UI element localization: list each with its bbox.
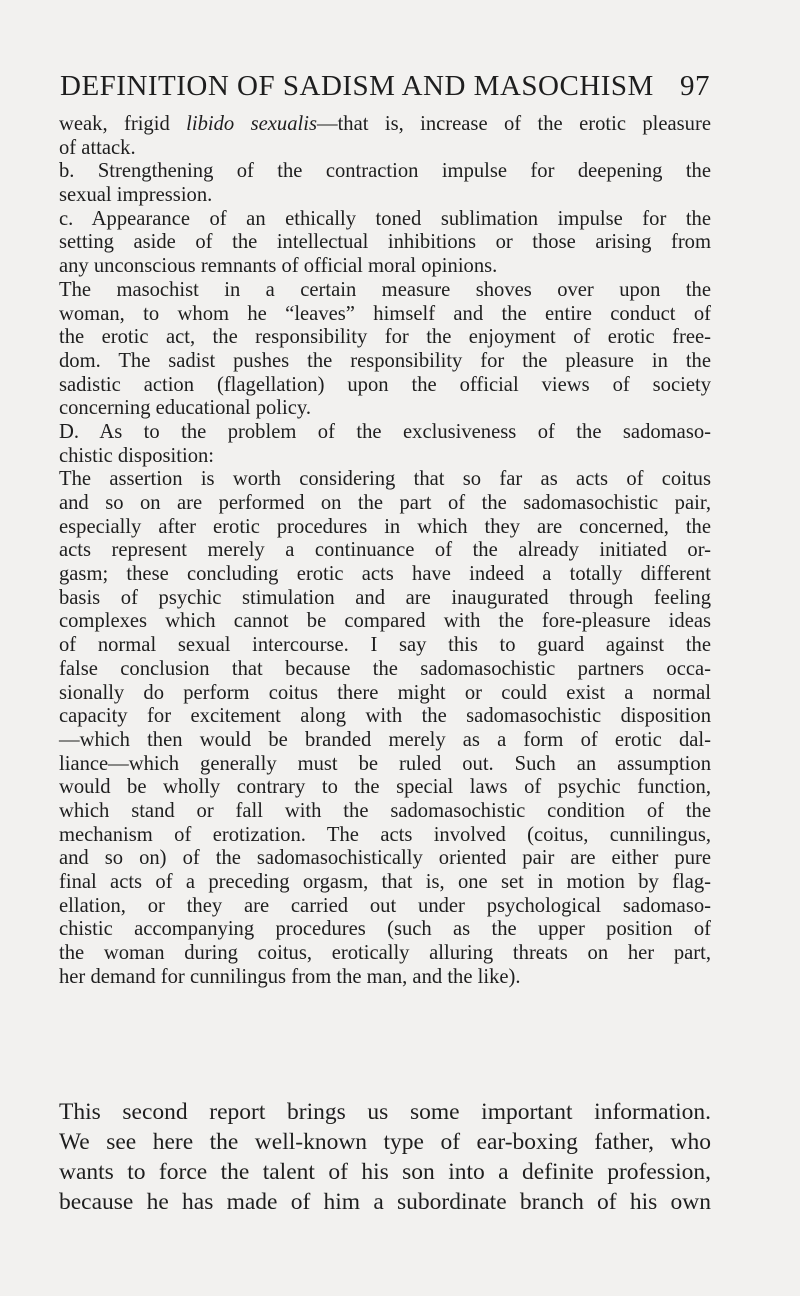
paragraph [59,160,711,207]
text-line [59,942,711,966]
text-segment: liance—which generally must be ruled out. Such an assumption [59,752,711,775]
text-line: wants to force the talent of his son into a definite profession, [59,1159,711,1185]
paragraph [59,421,711,468]
text-line [59,918,711,942]
text-segment: —that is, increase of the erotic pleasure [316,113,711,135]
text-line [59,255,711,279]
text-segment: sadistic action (flagellation) upon the official views of society [59,373,711,396]
text-line [59,729,711,753]
text-segment: sionally do perform coitus there might or could exist a normal [59,681,711,704]
text-line [59,516,711,540]
text-line [59,208,711,232]
text-segment: chistic disposition: [59,444,215,467]
text-line [59,468,711,492]
text-line [59,658,711,682]
text-segment: ellation, or they are carried out under psychological sadomaso- [59,894,711,917]
text-line [59,397,711,421]
text-segment: basis of psychic stimulation and are inaugurated through feeling [59,586,711,609]
text-line [59,563,711,587]
text-segment: her demand for cunnilingus from the man, and the like). [59,965,521,988]
text-segment: false conclusion that because the sadomasochistic partners occa- [59,657,711,680]
text-line [59,231,711,255]
page-number: 97 [680,70,710,102]
text-segment: capacity for excitement along with the sadomasochistic disposition [59,705,711,728]
quoted-report-block [59,113,711,989]
text-line [59,160,711,184]
text-segment: chistic accompanying procedures (such as the upper position of [59,918,711,941]
text-segment: The assertion is worth considering that so far as acts of coitus [59,468,711,491]
paragraph [59,1097,711,1217]
text-line [59,800,711,824]
text-segment: complexes which cannot be compared with the fore-pleasure ideas [59,610,711,633]
text-line [59,374,711,398]
text-segment: any unconscious remnants of official moral opinions. [59,255,498,278]
text-segment: b. Strengthening of the contraction impulse for deepening the [59,160,711,183]
text-segment: especially after erotic procedures in which they are concerned, the [59,515,711,538]
text-segment: acts represent merely a continuance of the already initiated or- [59,539,711,562]
text-segment: the erotic act, the responsibility for the enjoyment of erotic free- [59,326,711,349]
text-segment: sexual impression. [59,184,213,207]
text-segment: final acts of a preceding orgasm, that is, one set in motion by flag- [59,871,711,893]
text-line: We see here the well-known type of ear-boxing father, who [59,1129,711,1155]
text-segment: mechanism of erotization. The acts involved (coitus, cunnilingus, [59,823,711,846]
text-segment: concerning educational policy. [59,397,311,420]
italic-term: libido sexualis [186,113,317,135]
text-segment: and so on) of the sadomasochistically oriented pair are either pure [59,847,711,870]
text-segment: the woman during coitus, erotically alluring threats on her part, [59,942,711,965]
text-line [59,279,711,303]
text-line [59,421,711,445]
text-line [59,753,711,777]
text-segment: gasm; these concluding erotic acts have indeed a totally different [59,563,711,586]
text-segment: The masochist in a certain measure shoves over upon the [59,278,711,301]
text-segment: D. As to the problem of the exclusiveness of the sadomaso- [59,420,711,443]
text-segment: of attack. [59,136,136,159]
text-line [59,705,711,729]
text-segment: woman, to whom he “leaves” himself and the entire conduct of [59,302,711,325]
text-segment: and so on are performed on the part of the sadomasochistic pair, [59,492,711,514]
text-segment: setting aside of the intellectual inhibitions or those arising from [59,231,711,254]
text-line [59,113,711,137]
text-line [59,326,711,350]
text-line [59,824,711,848]
text-line [59,445,711,469]
text-segment: which stand or fall with the sadomasochistic condition of the [59,799,711,822]
text-line: because he has made of him a subordinate branch of his own [59,1189,711,1215]
paragraph [59,279,711,421]
text-line [59,895,711,919]
text-segment: dom. The sadist pushes the responsibility for the pleasure in the [59,349,711,372]
text-segment: —which then would be branded merely as a form of erotic dal- [59,728,711,751]
text-line [59,539,711,563]
text-line [59,634,711,658]
paragraph [59,208,711,279]
text-line [59,587,711,611]
text-segment: of normal sexual intercourse. I say this to guard against the [59,634,711,657]
text-line [59,137,711,161]
text-line [59,610,711,634]
main-text-block [59,1097,711,1217]
paragraph [59,113,711,160]
text-line [59,492,711,516]
text-segment: c. Appearance of an ethically toned sublimation impulse for the [59,207,711,230]
text-segment: weak, frigid [59,113,187,135]
text-line [59,184,711,208]
text-line [59,303,711,327]
running-head [60,66,710,106]
text-line [59,871,711,895]
text-line [59,350,711,374]
text-line [59,776,711,800]
text-line [59,682,711,706]
text-line [59,847,711,871]
text-line: This second report brings us some important information. [59,1099,711,1125]
paragraph [59,468,711,989]
chapter-title: DEFINITION OF SADISM AND MASOCHISM [60,70,654,102]
text-line [59,966,711,990]
text-segment: would be wholly contrary to the special laws of psychic function, [59,776,711,799]
